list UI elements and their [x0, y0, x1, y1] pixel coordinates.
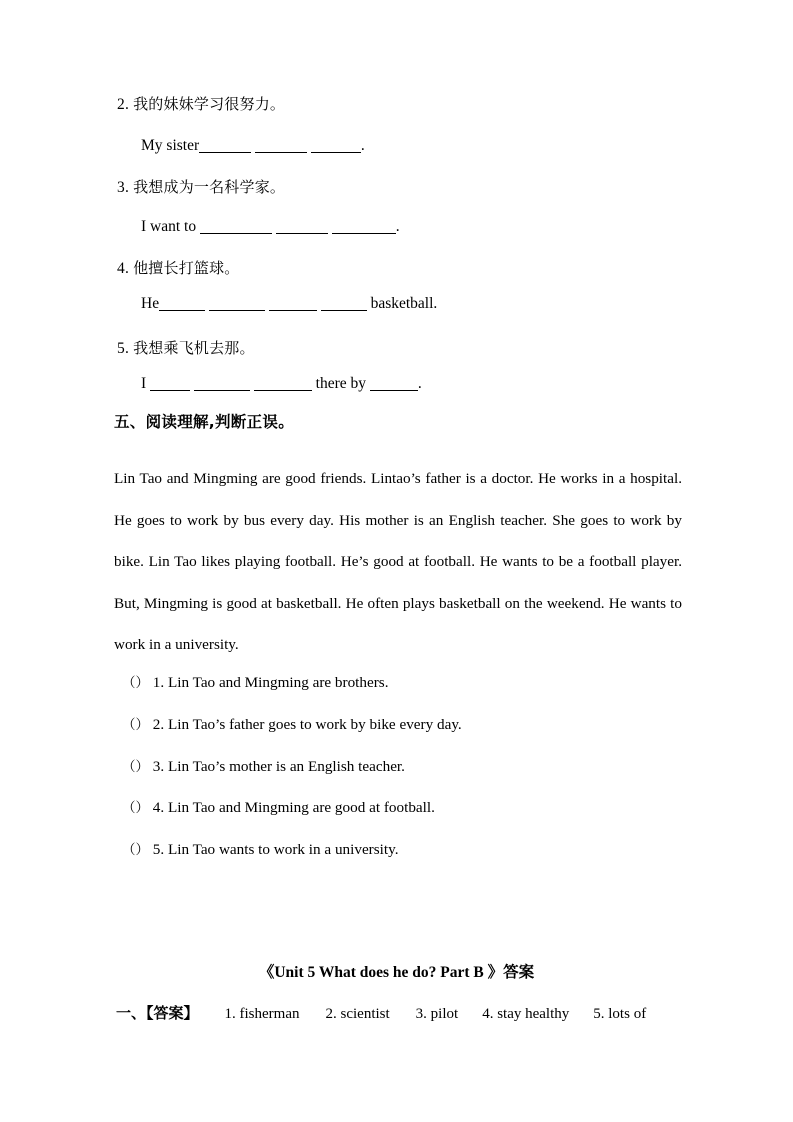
- item-5-number: 5.: [117, 340, 130, 357]
- tf-paren-open: （: [122, 717, 136, 733]
- item-4-answer-tail: basketball.: [366, 295, 438, 312]
- item-2-chinese-text: 我的妹妹学习很努力。: [133, 95, 286, 113]
- answer-key-item-5: 5. lots of: [593, 1006, 647, 1022]
- answer-key-item-3: 3. pilot: [415, 1006, 459, 1022]
- item-4-number: 4.: [117, 260, 130, 277]
- tf-question-1-number: 1.: [152, 674, 165, 691]
- answer-blank[interactable]: [269, 295, 317, 311]
- answer-key-item-1: 1. fisherman: [224, 1006, 300, 1022]
- exercise-item-4-chinese: [117, 257, 240, 278]
- answer-blank[interactable]: [255, 137, 307, 153]
- answer-blank[interactable]: [199, 137, 251, 153]
- item-3-answer-suffix: .: [395, 218, 400, 235]
- item-4-chinese-text: 他擅长打篮球。: [133, 259, 240, 277]
- exercise-item-5-answer-line[interactable]: [141, 375, 422, 393]
- answer-title-suffix: 答案: [503, 963, 535, 981]
- tf-question-3-number: 3.: [152, 758, 165, 775]
- answer-blank[interactable]: [209, 295, 265, 311]
- tf-paren-close: ）: [135, 800, 149, 816]
- answer-key-title: [0, 960, 793, 982]
- answer-blank[interactable]: [254, 375, 312, 391]
- tf-question-5-text: Lin Tao wants to work in a university.: [167, 841, 399, 858]
- tf-question-3[interactable]: [122, 755, 405, 776]
- answer-blank[interactable]: [194, 375, 250, 391]
- answer-key-item-4: 4. stay healthy: [482, 1006, 570, 1022]
- answer-blank[interactable]: [200, 218, 272, 234]
- answer-title-bracket-open: 《: [258, 963, 275, 981]
- tf-question-4-number: 4.: [152, 799, 165, 816]
- item-5-chinese-text: 我想乘飞机去那。: [133, 339, 255, 357]
- tf-question-3-text: Lin Tao’s mother is an English teacher.: [167, 758, 405, 775]
- answer-key-row-label: 一、【答案】: [116, 1004, 199, 1022]
- exercise-item-5-chinese: [117, 337, 255, 358]
- tf-paren-open: （: [122, 842, 136, 858]
- item-5-answer-prefix: I: [141, 375, 151, 392]
- answer-blank[interactable]: [311, 137, 361, 153]
- exercise-item-2-answer-line[interactable]: [141, 137, 365, 155]
- tf-question-1[interactable]: [122, 671, 389, 692]
- tf-paren-open: （: [122, 800, 136, 816]
- tf-question-5-number: 5.: [152, 841, 165, 858]
- answer-key-row-one: [116, 1002, 646, 1023]
- item-4-answer-prefix: He: [141, 295, 160, 312]
- tf-question-2-number: 2.: [152, 716, 165, 733]
- item-3-chinese-text: 我想成为一名科学家。: [133, 178, 286, 196]
- exercise-item-3-chinese: [117, 176, 285, 197]
- answer-title-bracket-close: 》: [487, 963, 504, 981]
- exercise-item-2-chinese: [117, 93, 285, 114]
- exercise-item-4-answer-line[interactable]: [141, 295, 437, 313]
- tf-question-2[interactable]: [122, 713, 462, 734]
- answer-title-latin: Unit 5 What does he do? Part B: [274, 964, 484, 981]
- exercise-item-3-answer-line[interactable]: [141, 218, 400, 236]
- tf-question-4-text: Lin Tao and Mingming are good at football.: [167, 799, 435, 816]
- answer-blank[interactable]: [276, 218, 328, 234]
- tf-question-2-text: Lin Tao’s father goes to work by bike every day.: [167, 716, 462, 733]
- answer-blank[interactable]: [150, 375, 190, 391]
- answer-blank[interactable]: [321, 295, 367, 311]
- item-3-answer-prefix: I want to: [141, 218, 200, 235]
- tf-question-5[interactable]: [122, 838, 399, 859]
- answer-key-item-2: 2. scientist: [325, 1006, 390, 1022]
- reading-passage: Lin Tao and Mingming are good friends. Lintao’s father is a doctor. He works in a hospital. He goes to work by bus every day. His mother is an English teacher. She goes to work by bike. Lin Tao likes playing football. He’s good at football. He wants to be a football player. But, Mingming is good at basketball. He often plays basketball on the weekend. He wants to work in a university.: [114, 470, 682, 653]
- tf-paren-open: （: [122, 759, 136, 775]
- tf-question-1-text: Lin Tao and Mingming are brothers.: [167, 674, 389, 691]
- tf-paren-close: ）: [135, 717, 149, 733]
- tf-paren-close: ）: [135, 759, 149, 775]
- answer-blank[interactable]: [159, 295, 205, 311]
- answer-blank[interactable]: [332, 218, 396, 234]
- section-five-heading: 五、阅读理解,判断正误。: [114, 413, 294, 431]
- item-5-answer-middle: there by: [311, 375, 370, 392]
- tf-paren-close: ）: [135, 675, 149, 691]
- tf-paren-close: ）: [135, 842, 149, 858]
- item-2-answer-prefix: My sister: [141, 137, 200, 154]
- answer-blank[interactable]: [370, 375, 418, 391]
- item-2-number: 2.: [117, 96, 130, 113]
- item-3-number: 3.: [117, 179, 130, 196]
- item-5-answer-suffix: .: [417, 375, 422, 392]
- item-2-answer-suffix: .: [360, 137, 365, 154]
- tf-paren-open: （: [122, 675, 136, 691]
- tf-question-4[interactable]: [122, 796, 435, 817]
